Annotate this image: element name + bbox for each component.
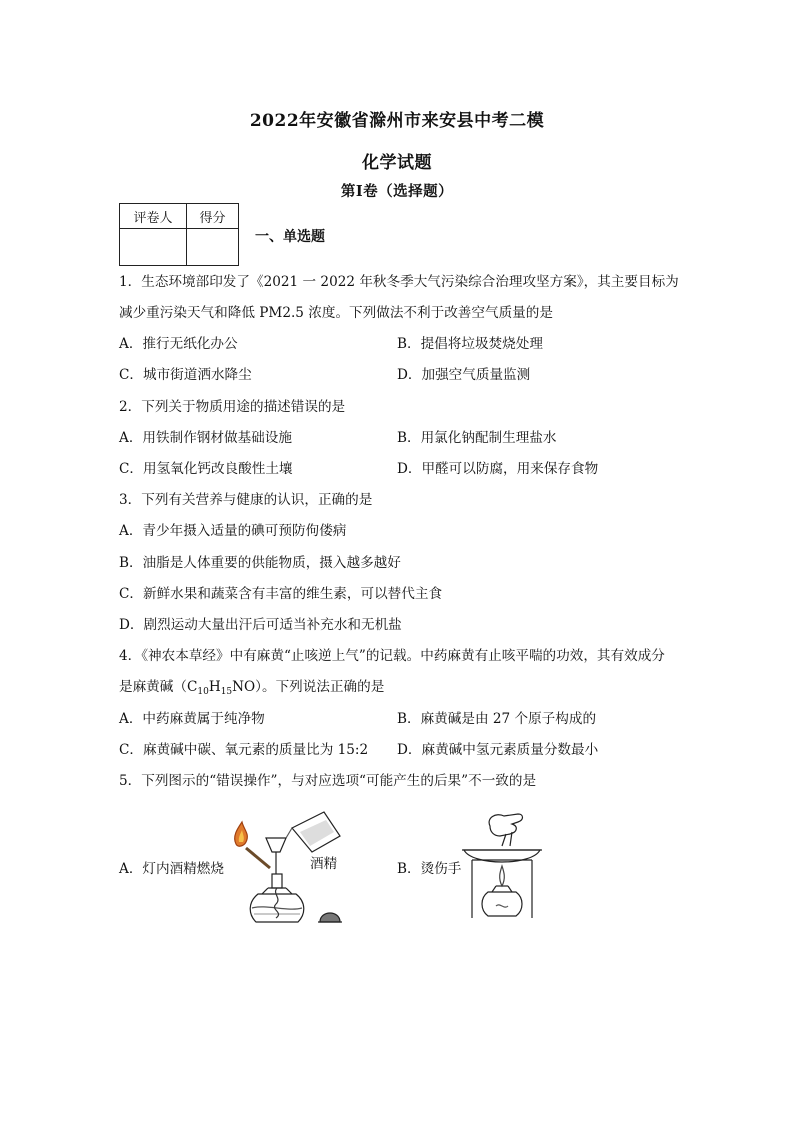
q4-stem-line2-post: NO）。下列说法正确的是: [232, 679, 385, 695]
q2-option-d[interactable]: D．甲醛可以防腐，用来保存食物: [397, 461, 599, 477]
score-table-reviewer-cell[interactable]: [120, 229, 187, 266]
q3-option-d[interactable]: D．剧烈运动大量出汗后可适当补充水和无机盐: [119, 617, 402, 633]
q5-option-b[interactable]: B．烫伤手: [397, 861, 462, 877]
score-table: [119, 203, 239, 266]
q2-stem: 2．下列关于物质用途的描述错误的是: [119, 399, 346, 415]
exam-title: 2022年安徽省滁州市来安县中考二模: [249, 111, 545, 131]
q2-option-a[interactable]: A．用铁制作钢材做基础设施: [119, 430, 292, 446]
evaporating-dish-figure: [452, 806, 552, 926]
q4-stem-line2-pre: 是麻黄碱（C: [119, 679, 198, 695]
q2-option-b[interactable]: B．用氯化钠配制生理盐水: [397, 430, 557, 446]
score-table-reviewer-header: 评卷人: [120, 204, 187, 229]
q5-stem: 5．下列图示的“错误操作”，与对应选项“可能产生的后果”不一致的是: [119, 773, 537, 789]
q2-option-c[interactable]: C．用氢氧化钙改良酸性土壤: [119, 461, 293, 477]
q3-option-c[interactable]: C．新鲜水果和蔬菜含有丰富的维生素，可以替代主食: [119, 586, 443, 602]
exam-subject: 化学试题: [362, 153, 432, 173]
q1-option-b[interactable]: B．提倡将垃圾焚烧处理: [397, 336, 543, 352]
q4-formula-sub-h: 15: [220, 687, 233, 697]
q4-option-c[interactable]: C．麻黄碱中碳、氧元素的质量比为 15:2: [119, 742, 369, 758]
q4-option-d[interactable]: D．麻黄碱中氢元素质量分数最小: [397, 742, 599, 758]
q1-option-a[interactable]: A．推行无纸化办公: [119, 336, 238, 352]
q4-option-b[interactable]: B．麻黄碱是由 27 个原子构成的: [397, 711, 597, 727]
q4-formula-sub-c: 10: [197, 687, 209, 697]
q1-stem-line1: 1．生态环境部印发了《2021 一 2022 年秋冬季大气污染综合治理攻坚方案》，其主要目标为: [119, 274, 679, 290]
q1-stem-line2: 减少重污染天气和降低 PM2.5 浓度。下列做法不利于改善空气质量的是: [119, 305, 553, 321]
q4-formula-h: H: [208, 679, 221, 695]
alcohol-lamp-figure: [228, 802, 368, 934]
q3-stem: 3．下列有关营养与健康的认识，正确的是: [119, 492, 373, 508]
section-heading: 一、单选题: [255, 229, 325, 245]
q3-option-b[interactable]: B．油脂是人体重要的供能物质，摄入越多越好: [119, 555, 401, 571]
q1-option-d[interactable]: D．加强空气质量监测: [397, 367, 531, 383]
q1-option-c[interactable]: C．城市街道洒水降尘: [119, 367, 252, 383]
score-table-score-header: 得分: [187, 204, 239, 229]
q3-option-a[interactable]: A．青少年摄入适量的碘可预防佝偻病: [119, 523, 347, 539]
alcohol-figure-label: 酒精: [310, 856, 338, 872]
q4-option-a[interactable]: A．中药麻黄属于纯净物: [119, 711, 265, 727]
q5-option-a[interactable]: A．灯内酒精燃烧: [119, 861, 224, 877]
q4-stem-line2: [119, 677, 384, 702]
exam-part: 第I卷（选择题）: [340, 183, 454, 200]
score-table-score-cell[interactable]: [187, 229, 239, 266]
q4-stem-line1: 4．《神农本草经》中有麻黄“止咳逆上气”的记载。中药麻黄有止咳平喘的功效，其有效成分: [119, 648, 665, 664]
